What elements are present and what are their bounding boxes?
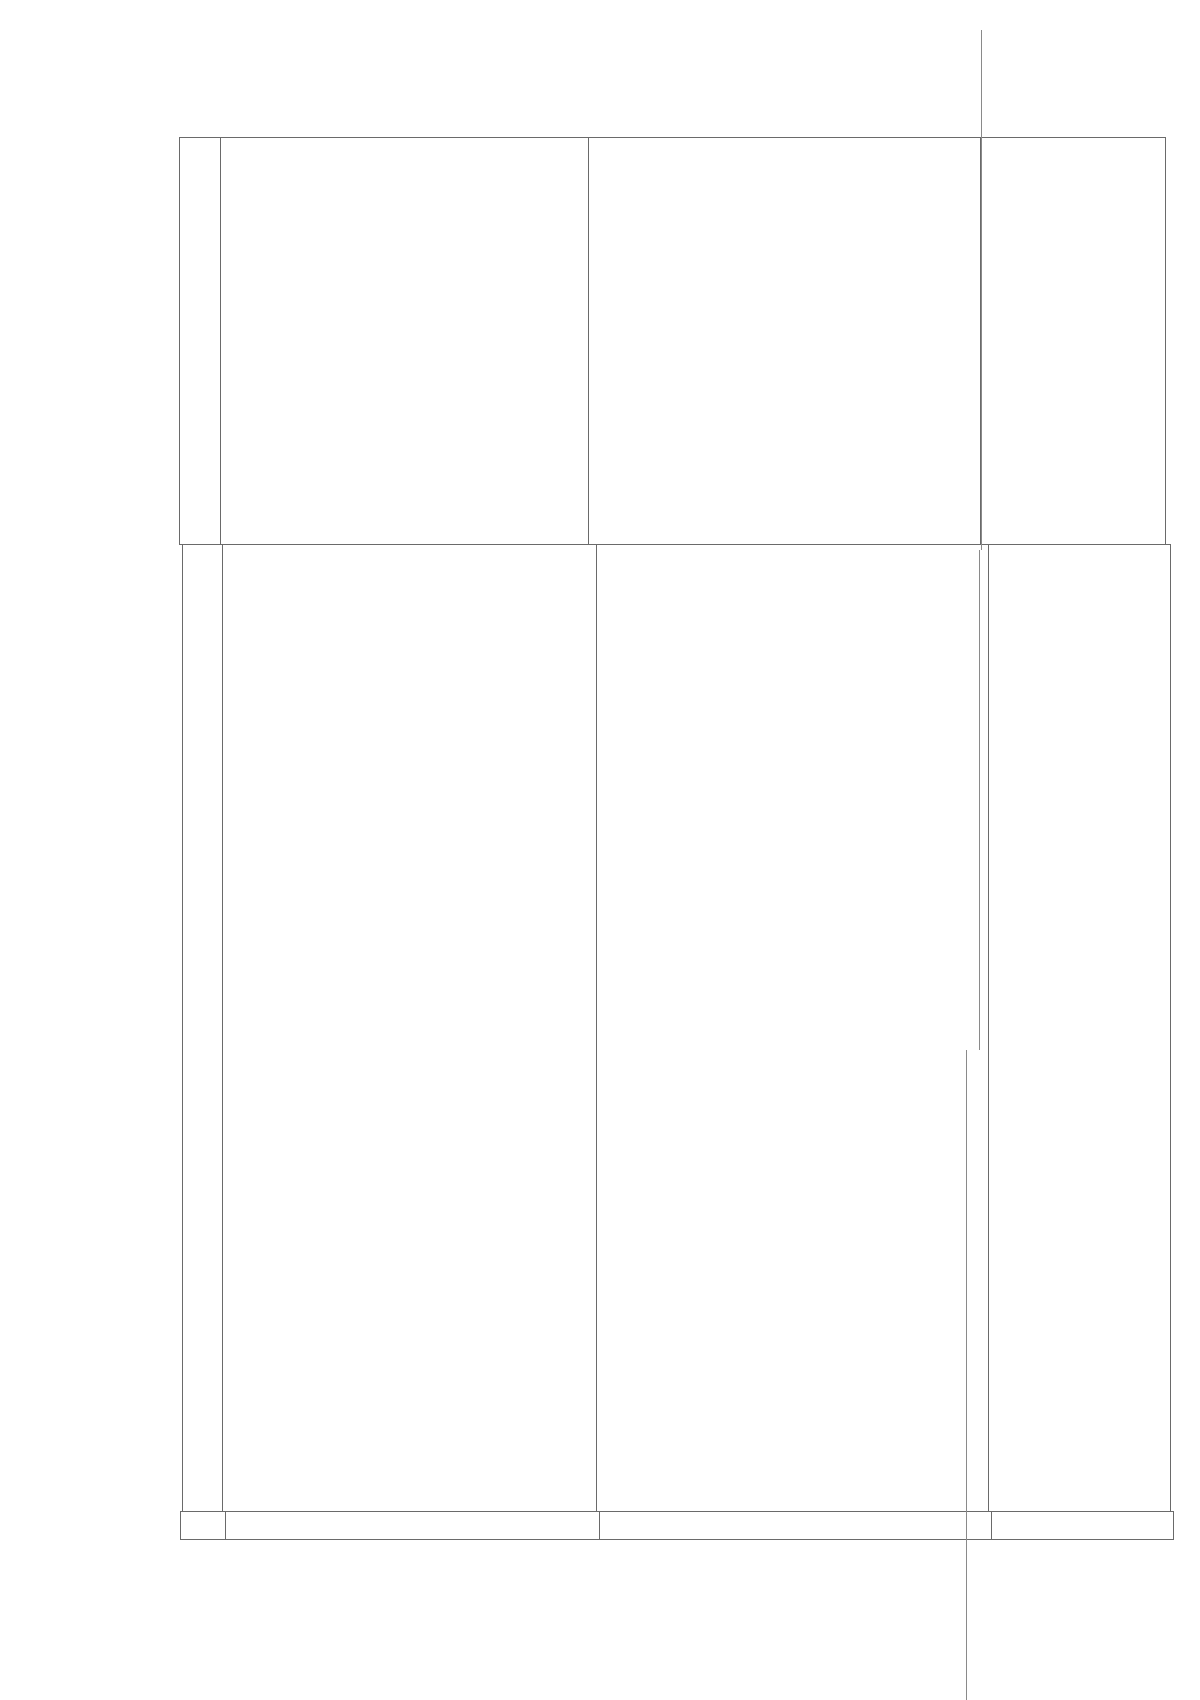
scan-artifact-line bbox=[979, 550, 980, 1050]
row-cell-index bbox=[180, 138, 221, 545]
table-row bbox=[179, 137, 1166, 545]
row-cell-name bbox=[223, 545, 597, 1512]
row-cell-index bbox=[183, 545, 223, 1512]
scan-artifact-line bbox=[966, 1050, 967, 1700]
row-description bbox=[597, 545, 989, 1512]
row-code bbox=[989, 545, 1171, 1512]
row-cell-index bbox=[181, 1512, 226, 1540]
scan-artifact-line bbox=[981, 30, 982, 550]
table-row bbox=[180, 1511, 1174, 1540]
row-code bbox=[992, 1512, 1174, 1540]
row-description bbox=[589, 138, 981, 545]
row-cell-name bbox=[226, 1512, 600, 1540]
table-row bbox=[182, 544, 1171, 1512]
row-code bbox=[981, 138, 1166, 545]
row-cell-name bbox=[221, 138, 589, 545]
row-description bbox=[600, 1512, 992, 1540]
